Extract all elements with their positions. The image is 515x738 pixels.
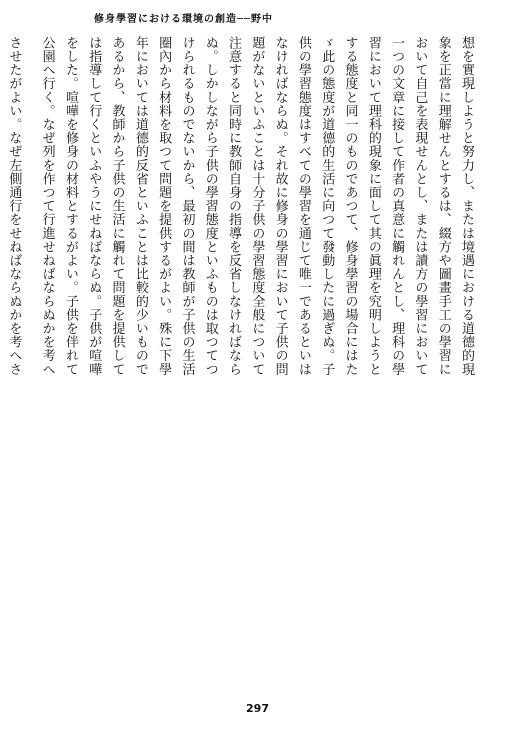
text-column: 公園へ行く。なぜ列を作つて行進せねばならぬかを考へ: [39, 36, 55, 376]
text-column: 圈內から材料を取つて問題を提供するがよい。殊に下學: [156, 36, 172, 376]
text-column: けられるものでないから、最初の間は教師が子供の生活: [179, 36, 195, 376]
text-column: 年においては道德的反省といふことは比較的少いもので: [132, 36, 148, 376]
text-column: おいて自己を表現せんとし、または讀方の學習において: [412, 36, 428, 376]
text-column: [0, 36, 2, 686]
text-column: 一つの文章に接して作者の真意に觸れんとし、理科の學: [389, 36, 405, 376]
text-column: をした。喧嘩を修身の材料とするがよい。子供を伴れて: [62, 36, 78, 376]
text-column: 題がないといふことは十分子供の學習態度全般について: [249, 36, 265, 376]
text-column: なければならぬ。それ故に修身の學習において子供の問: [272, 36, 288, 376]
text-column: 習において理科的現象に面して其の眞理を究明しようと: [365, 36, 381, 376]
text-column: 供の學習態度はすべての學習を通じて唯一であるといは: [295, 36, 311, 376]
text-column: 象を正當に理解せんとするは、綴方や圖畫手工の學習に: [435, 36, 451, 376]
text-column: 想を實現しようと努力し、または境遇における道德的現: [459, 36, 474, 376]
text-column: 注意すると同時に教師自身の指導を反省しなければなら: [226, 36, 242, 376]
text-column: ゞ此の態度が道德的生活に向つて發動したに過ぎぬ。子: [319, 36, 335, 376]
page-number: 297: [246, 702, 269, 715]
running-header: 修身學習における環境の創造──野中: [94, 14, 274, 25]
text-column: は指導して行くといふやうにせねばならぬ。子供が喧嘩: [86, 36, 102, 376]
text-column: あるから、教師から子供の生活に觸れて問題を提供して: [109, 36, 125, 376]
text-column: する態度と同一のものであつて、修身學習の場合にはた: [342, 36, 358, 376]
text-column: させたがよい。なぜ左側通行をせねばならぬかを考へさ: [6, 36, 22, 376]
text-column: ぬ。しかしながら子供の學習態度といふものは取つてつ: [202, 36, 218, 376]
body-text: [6, 36, 478, 686]
